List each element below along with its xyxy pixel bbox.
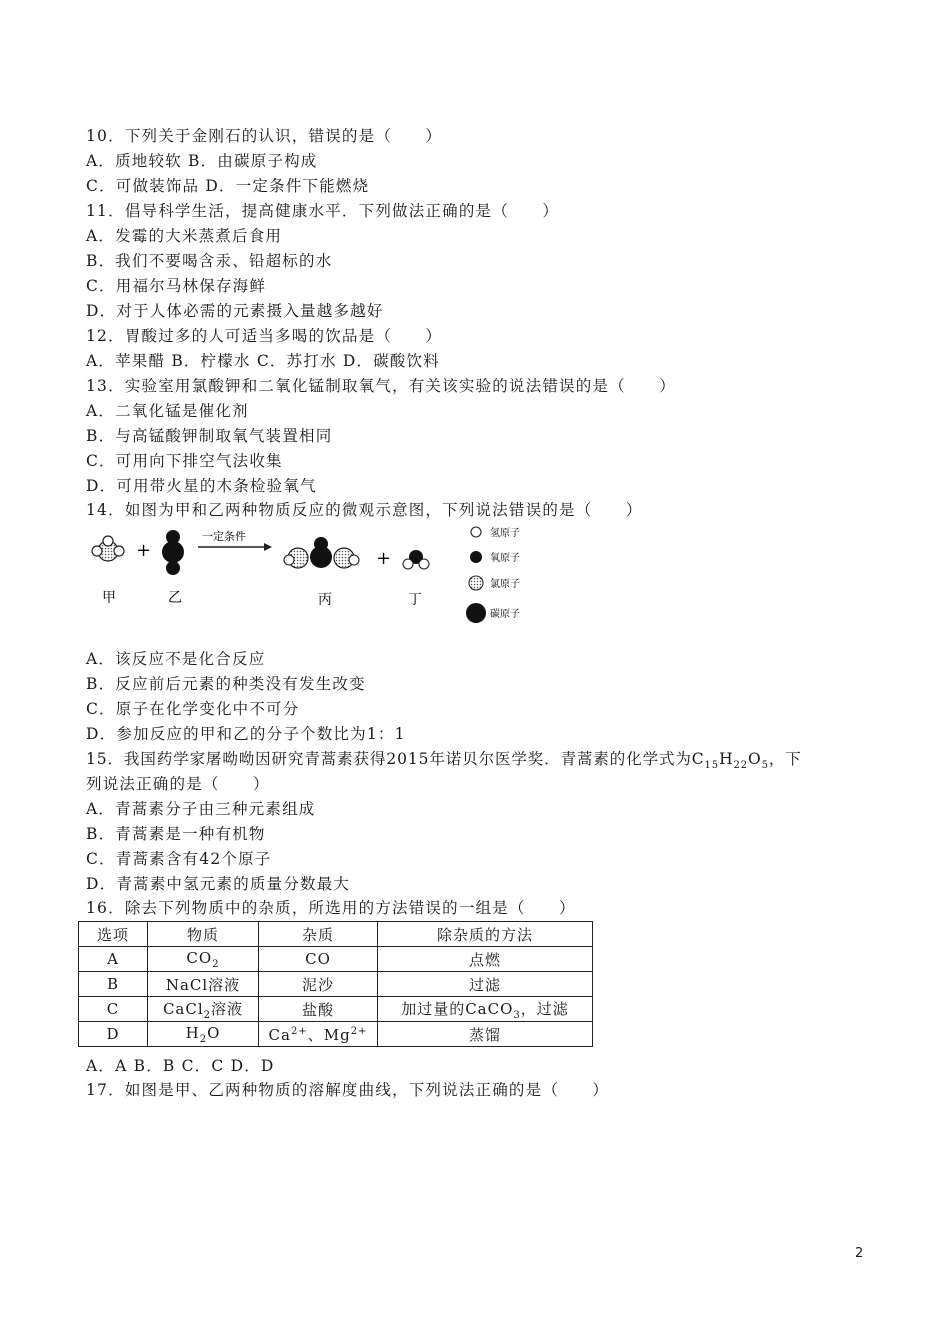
- impurity-ca: Ca: [268, 1025, 291, 1044]
- q15-option-d: D．青蒿素中氢元素的质量分数最大: [86, 875, 351, 893]
- impurity-mg: 、Mg: [307, 1025, 351, 1044]
- q11-option-a: A．发霉的大米蒸煮后食用: [86, 227, 283, 245]
- q11-option-b: B．我们不要喝含汞、铅超标的水: [86, 252, 333, 270]
- q15-formula: [691, 750, 769, 772]
- substance-subscript: 2: [203, 1009, 212, 1021]
- q15-stem-tail: ，下: [768, 750, 802, 768]
- row-substance: NaCl溶液: [148, 972, 259, 997]
- row-method: 蒸馏: [378, 1022, 593, 1047]
- plus-sign-2: +: [376, 548, 392, 569]
- table-row: [79, 1022, 593, 1047]
- q15-option-b: B．青蒿素是一种有机物: [86, 825, 266, 843]
- header-impurity: 杂质: [259, 922, 378, 947]
- q14-stem: 14．如图为甲和乙两种物质反应的微观示意图，下列说法错误的是（ ）: [86, 501, 643, 519]
- page-number: 2: [855, 1246, 864, 1261]
- formula-carbon: C: [691, 750, 705, 768]
- row-substance: [148, 997, 259, 1022]
- label-bing: 丙: [318, 592, 332, 608]
- legend-oxygen-icon: [470, 551, 482, 563]
- molecule-bing: [284, 537, 359, 568]
- q15-stem-line1: [86, 749, 802, 776]
- formula-carbon-count: 15: [704, 760, 720, 772]
- q15-option-a: A．青蒿素分子由三种元素组成: [86, 800, 316, 818]
- table-row: [79, 972, 593, 997]
- q11-stem: 11．倡导科学生活，提高健康水平．下列做法正确的是（ ）: [86, 202, 560, 220]
- row-impurity: 泥沙: [259, 972, 378, 997]
- q13-option-d: D．可用带火星的木条检验氧气: [86, 477, 317, 495]
- formula-oxygen: O: [748, 750, 762, 768]
- q14-option-a: A．该反应不是化合反应: [86, 650, 266, 668]
- method-rest: ，过滤: [520, 999, 569, 1018]
- q13-stem: 13．实验室用氯酸钾和二氧化锰制取氧气，有关该实验的说法错误的是（ ）: [86, 377, 676, 395]
- substance-text: CO: [186, 948, 213, 967]
- q14-option-d: D．参加反应的甲和乙的分子个数比为1：1: [86, 725, 406, 743]
- q13-option-b: B．与高锰酸钾制取氧气装置相同: [86, 427, 333, 445]
- row-impurity: [259, 1022, 378, 1047]
- reaction-arrow-head: [264, 543, 272, 551]
- method-text: 加过量的CaCO: [401, 999, 514, 1018]
- impurity-mg-charge: 2+: [350, 1025, 368, 1037]
- substance-subscript: 2: [212, 958, 220, 970]
- impurity-ca-charge: 2+: [290, 1025, 308, 1037]
- row-method: 过滤: [378, 972, 593, 997]
- q16-table: [78, 921, 593, 1047]
- q10-stem: 10．下列关于金刚石的认识，错误的是（ ）: [86, 127, 443, 145]
- q11-option-d: D．对于人体必需的元素摄入量越多越好: [86, 302, 384, 320]
- q10-options-ab: A．质地较软 B．由碳原子构成: [86, 152, 318, 170]
- reaction-diagram: [86, 520, 546, 632]
- table-row: [79, 997, 593, 1022]
- row-option: B: [79, 972, 148, 997]
- row-impurity: 盐酸: [259, 997, 378, 1022]
- legend-chlorine-icon: [469, 576, 483, 590]
- q11-option-c: C．用福尔马林保存海鲜: [86, 277, 267, 295]
- formula-oxygen-count: 5: [761, 760, 769, 772]
- q12-options: A．苹果醋 B．柠檬水 C．苏打水 D．碳酸饮料: [86, 352, 440, 370]
- label-jia: 甲: [102, 590, 116, 606]
- legend-chlorine: 氯原子: [490, 579, 520, 590]
- q16-stem: 16．除去下列物质中的杂质，所选用的方法错误的一组是（ ）: [86, 899, 576, 917]
- molecule-jia: [92, 536, 124, 561]
- substance-rest: 溶液: [211, 999, 244, 1018]
- row-option: A: [79, 947, 148, 972]
- q17-stem: 17．如图是甲、乙两种物质的溶解度曲线，下列说法正确的是（ ）: [86, 1081, 610, 1099]
- q15-stem-text: 15．我国药学家屠呦呦因研究青蒿素获得2015年诺贝尔医学奖．青蒿素的化学式为: [86, 750, 692, 768]
- q10-options-cd: C．可做装饰品 D．一定条件下能燃烧: [86, 177, 370, 195]
- label-yi: 乙: [168, 590, 182, 606]
- q13-option-c: C．可用向下排空气法收集: [86, 452, 283, 470]
- row-option: C: [79, 997, 148, 1022]
- q15-option-c: C．青蒿素含有42个原子: [86, 850, 272, 868]
- q14-option-b: B．反应前后元素的种类没有发生改变: [86, 675, 366, 693]
- label-ding: 丁: [408, 592, 422, 608]
- formula-hydrogen: H: [719, 750, 734, 768]
- plus-sign-1: +: [136, 540, 152, 561]
- method-subscript: 3: [513, 1009, 521, 1021]
- substance-text: CaCl: [162, 999, 204, 1018]
- q15-stem-line2: 列说法正确的是（ ）: [86, 775, 270, 793]
- legend-carbon-icon: [466, 603, 486, 623]
- substance-rest: O: [207, 1023, 221, 1042]
- substance-subscript: 2: [199, 1033, 208, 1045]
- q14-option-c: C．原子在化学变化中不可分: [86, 700, 300, 718]
- row-substance: [148, 947, 259, 972]
- q12-stem: 12．胃酸过多的人可适当多喝的饮品是（ ）: [86, 327, 443, 345]
- formula-hydrogen-count: 22: [733, 760, 749, 772]
- row-option: D: [79, 1022, 148, 1047]
- substance-text: H: [185, 1023, 200, 1042]
- legend-carbon: 碳原子: [490, 609, 520, 620]
- table-header-row: [79, 922, 593, 947]
- row-method: [378, 997, 593, 1022]
- header-option: 选项: [79, 922, 148, 947]
- molecule-ding: [403, 550, 429, 569]
- table-row: [79, 947, 593, 972]
- header-method: 除杂质的方法: [378, 922, 593, 947]
- molecule-yi: [162, 530, 184, 575]
- legend-oxygen: 氧原子: [490, 553, 520, 564]
- q13-option-a: A．二氧化锰是催化剂: [86, 402, 249, 420]
- legend-hydrogen: 氢原子: [490, 528, 520, 539]
- legend: [466, 526, 520, 623]
- row-method: 点燃: [378, 947, 593, 972]
- row-impurity: CO: [259, 947, 378, 972]
- q16-answer-options: A．A B．B C．C D．D: [86, 1057, 275, 1075]
- row-substance: [148, 1022, 259, 1047]
- reaction-condition: 一定条件: [202, 530, 246, 543]
- header-substance: 物质: [148, 922, 259, 947]
- legend-hydrogen-icon: [471, 527, 481, 537]
